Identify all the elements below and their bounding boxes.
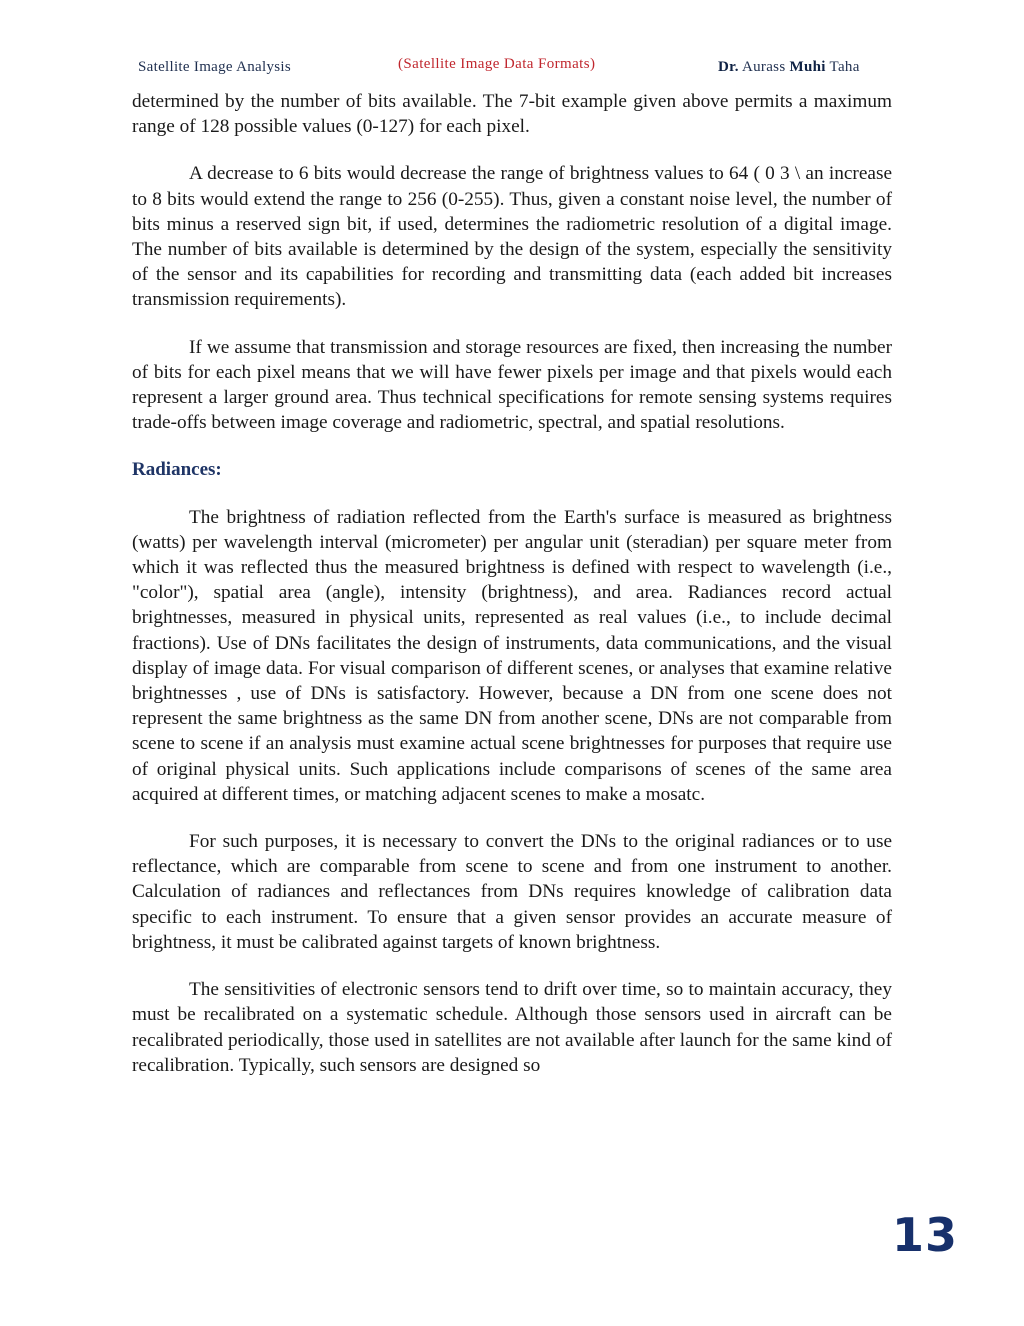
- header-author-prefix: Dr.: [718, 59, 739, 75]
- header-author-last: Taha: [829, 59, 860, 75]
- header-chapter-title: (Satellite Image Data Formats): [398, 56, 596, 72]
- header-author-first: Aurass: [742, 59, 786, 75]
- header-course-title: Satellite Image Analysis: [138, 59, 292, 75]
- header-author: [718, 59, 860, 76]
- header-author-middle: Muhi: [789, 59, 826, 75]
- section-heading-radiances: Radiances:: [132, 459, 222, 481]
- page-number: 13: [892, 1208, 959, 1262]
- paragraph-recalibration: The sensitivities of electronic sensors tend to drift over time, so to maintain accuracy, they must be recalibrated on a systematic schedule. Although those sensors used in aircraft can be recalibrated periodically, those used in satellites are not available after launch for the same kind of recalibration. Typically, such sensors are designed so: [132, 979, 892, 1076]
- paragraph-conversion: For such purposes, it is necessary to convert the DNs to the original radiances or to use reflectance, which are comparable from scene to scene and from one instrument to another. Calculation of radiances and reflectances from DNs requires knowledge of calibration data specific to each instrument. To ensure that a given sensor provides an accurate measure of brightness, it must be calibrated against targets of known brightness.: [132, 831, 892, 953]
- paragraph-continuation: determined by the number of bits available. The 7-bit example given above permits a maximum range of 128 possible values (0-127) for each pixel.: [132, 91, 892, 138]
- paragraph-radiances: The brightness of radiation reflected from the Earth's surface is measured as brightness (watts) per wavelength interval (micrometer) per angular unit (steradian) per square meter from which it was reflected thus the measured brightness is defined with respect to wavelength (i.e., "color"), spatial area (angle), intensity (brightness), and area. Radiances record actual brightnesses, measured in physical units, represented as real values (i.e., to include decimal fractions). Use of DNs facilitates the design of instruments, data communications, and the visual display of image data. For visual comparison of different scenes, or analyses that examine relative brightnesses , use of DNs is satisfactory. However, because a DN from one scene does not represent the same brightness as the same DN from another scene, DNs are not comparable from scene to scene if an analysis must examine actual scene brightnesses for purposes that require use of original physical units. Such applications include comparisons of scenes of the same area acquired at different times, or matching adjacent scenes to make a mosatc.: [132, 506, 892, 805]
- paragraph-bit-depth: A decrease to 6 bits would decrease the range of brightness values to 64 ( 0 3 \ an increase to 8 bits would extend the range to 256 (0-255). Thus, given a constant noise level, the number of bits minus a reserved sign bit, if used, determines the radiometric resolution of a digital image. The number of bits available is determined by the design of the system, especially the sensitivity of the sensor and its capabilities for recording and transmitting data (each added bit increases transmission requirements).: [132, 163, 892, 311]
- page-body: [132, 89, 892, 1100]
- page-header: [0, 56, 1024, 80]
- paragraph-trade-offs: If we assume that transmission and storage resources are fixed, then increasing the number of bits for each pixel means that we will have fewer pixels per image and that pixels would each represent a larger ground area. Thus technical specifications for remote sensing systems requires trade-offs between image coverage and radiometric, spectral, and spatial resolutions.: [132, 336, 892, 434]
